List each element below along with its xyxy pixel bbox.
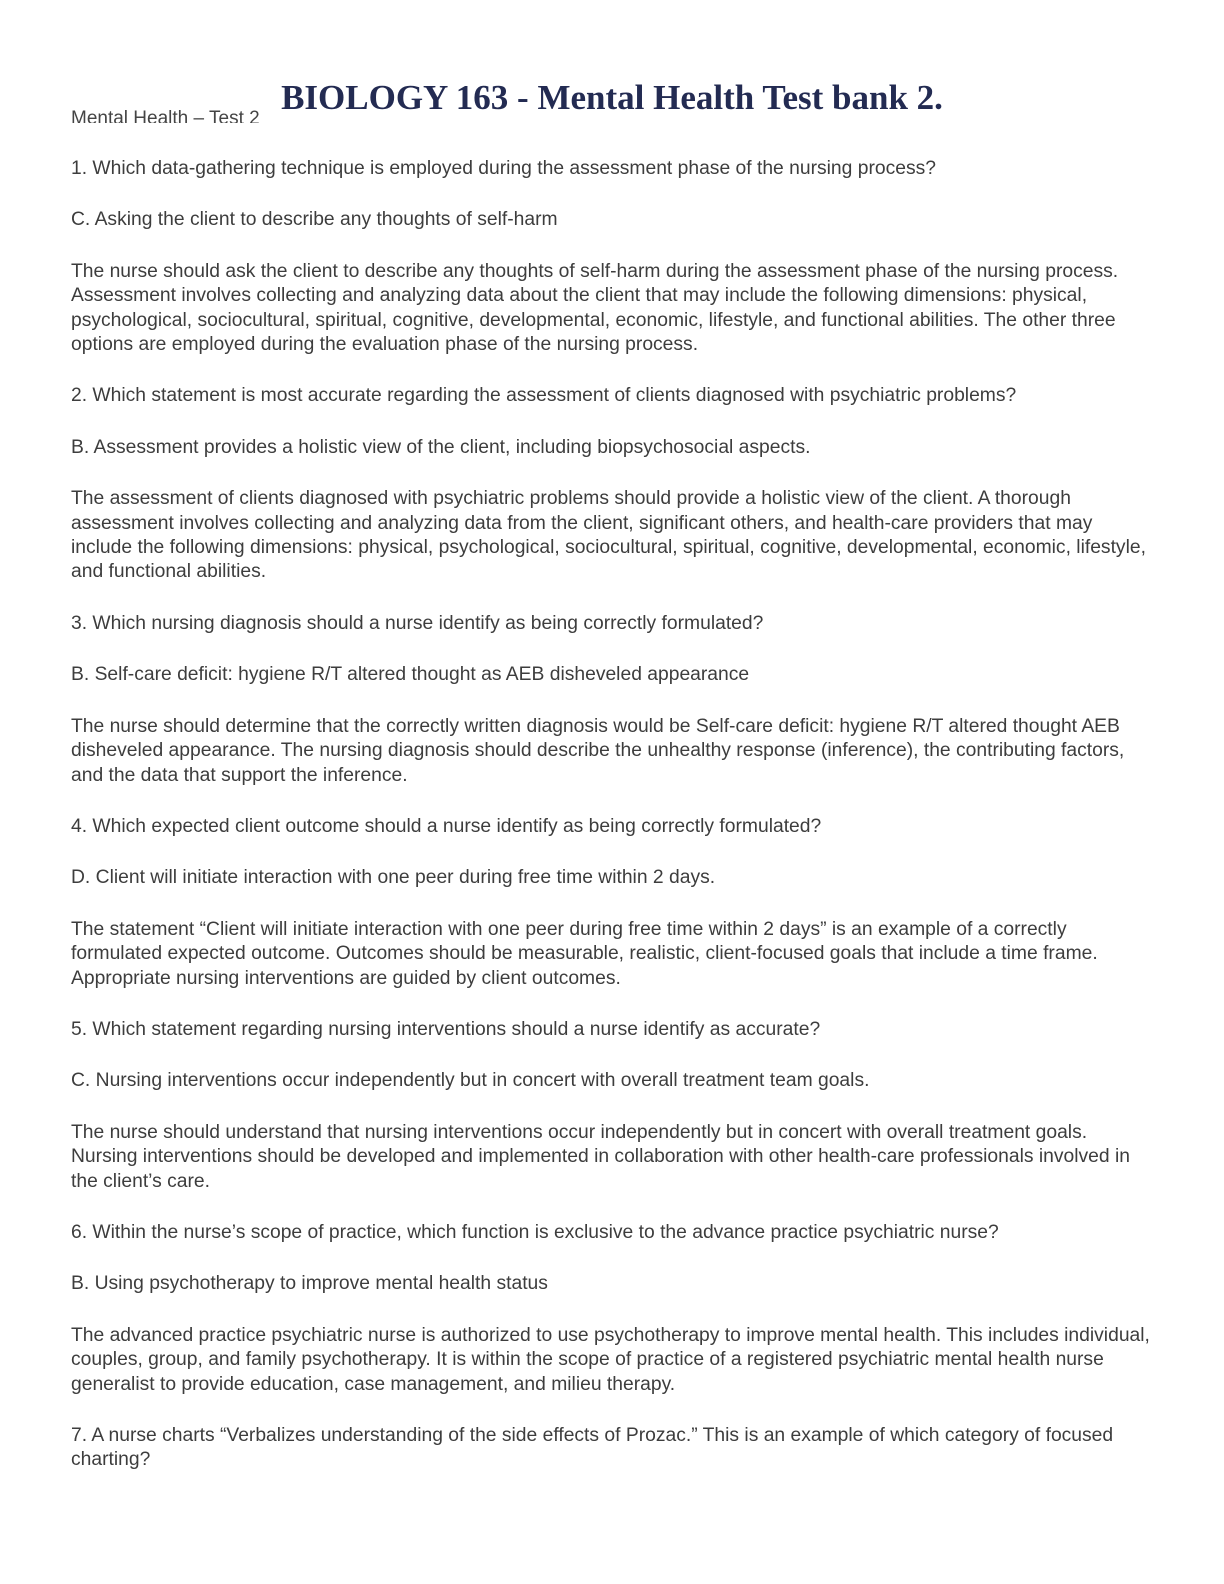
answer-2: B. Assessment provides a holistic view of the client, including biopsychosocial aspects. bbox=[71, 436, 811, 458]
rationale-4: The statement “Client will initiate interaction with one peer during free time within 2 days” is an example of a correctly formulated expected outcome. Outcomes should be measurable, realistic, client-focused goals that include a time frame. Appropriate nursing interventions are guided by client outcomes. bbox=[71, 918, 1098, 989]
question-4: 4. Which expected client outcome should a nurse identify as being correctly formulated? bbox=[71, 815, 822, 837]
question-5: 5. Which statement regarding nursing interventions should a nurse identify as accurate? bbox=[71, 1018, 821, 1040]
rationale-6: The advanced practice psychiatric nurse is authorized to use psychotherapy to improve mental health. This includes individual, couples, group, and family psychotherapy. It is within the scope of practice of a registered psychiatric mental health nurse generalist to provide education, case management, and milieu therapy. bbox=[71, 1324, 1150, 1395]
rationale-1: The nurse should ask the client to describe any thoughts of self-harm during the assessment phase of the nursing process. Assessment involves collecting and analyzing data about the client that may include the following dimensions: physical, psychological, sociocultural, spiritual, cognitive, developmental, economic, lifestyle, and functional abilities. The other three options are employed during the evaluation phase of the nursing process. bbox=[71, 260, 1119, 356]
question-2: 2. Which statement is most accurate regarding the assessment of clients diagnosed with psychiatric problems? bbox=[71, 385, 1017, 407]
question-7: 7. A nurse charts “Verbalizes understanding of the side effects of Prozac.” This is an example of which category of focused charting? bbox=[71, 1425, 1114, 1471]
answer-1: C. Asking the client to describe any thoughts of self-harm bbox=[71, 209, 558, 231]
document-subtitle-text: Mental Health – Test 2 bbox=[71, 108, 260, 123]
rationale-2: The assessment of clients diagnosed with psychiatric problems should provide a holistic view of the client. A thorough assessment involves collecting and analyzing data from the client, significant others, and health-care providers that may include the following dimensions: physical, psychological, sociocultural, spiritual, cognitive, developmental, economic, lifestyle, and functional abilities. bbox=[71, 488, 1146, 583]
document-title: BIOLOGY 163 - Mental Health Test bank 2. bbox=[281, 78, 943, 117]
answer-3: B. Self-care deficit: hygiene R/T altered thought as AEB disheveled appearance bbox=[71, 664, 750, 686]
rationale-5: The nurse should understand that nursing interventions occur independently but in concert with overall treatment goals. Nursing interventions should be developed and implemented in collaboration with other health-care professionals involved in the client’s care. bbox=[71, 1121, 1130, 1192]
question-1: 1. Which data-gathering technique is employed during the assessment phase of the nursing process? bbox=[71, 158, 936, 179]
answer-6: B. Using psychotherapy to improve mental health status bbox=[71, 1273, 548, 1295]
question-6: 6. Within the nurse’s scope of practice, which function is exclusive to the advance practice psychiatric nurse? bbox=[71, 1221, 999, 1243]
rationale-3: The nurse should determine that the correctly written diagnosis would be Self-care deficit: hygiene R/T altered thought AEB disheveled appearance. The nursing diagnosis should describe the unhealthy response (inference), the contributing factors, and the data that support the inference. bbox=[71, 715, 1125, 786]
answer-5: C. Nursing interventions occur independently but in concert with overall treatment team goals. bbox=[71, 1070, 870, 1092]
document-body bbox=[71, 157, 1151, 1500]
answer-4: D. Client will initiate interaction with one peer during free time within 2 days. bbox=[71, 867, 716, 889]
question-3: 3. Which nursing diagnosis should a nurse identify as being correctly formulated? bbox=[71, 612, 764, 634]
